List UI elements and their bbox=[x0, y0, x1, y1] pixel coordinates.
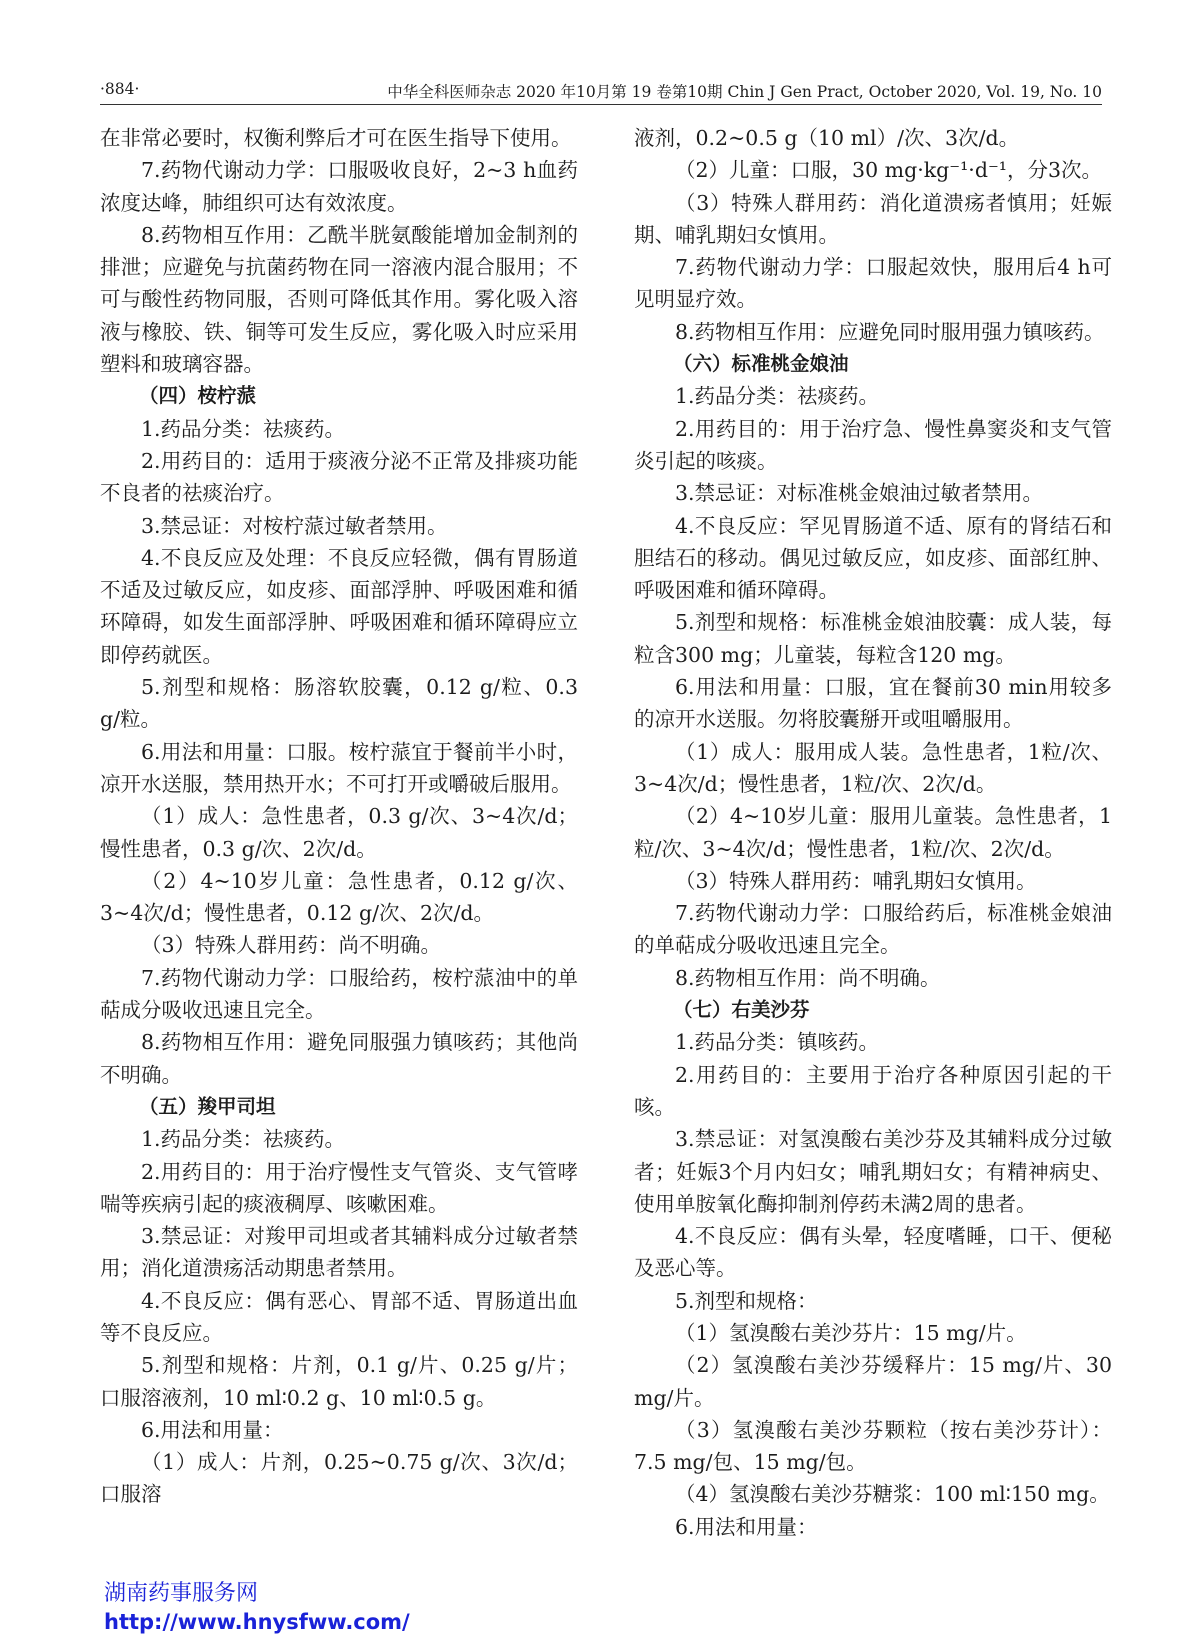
watermark-site-name: 湖南药事服务网 bbox=[104, 1581, 259, 1606]
left-column bbox=[100, 122, 578, 1511]
paragraph: 7.药物代谢动力学：口服吸收良好，2~3 h血药浓度达峰，肺组织可达有效浓度。 bbox=[100, 158, 578, 215]
section-heading: （七）右美沙芬 bbox=[673, 998, 810, 1022]
paragraph: 液剂，0.2~0.5 g（10 ml）/次、3次/d。 bbox=[634, 126, 1020, 150]
paragraph: 7.药物代谢动力学：口服给药后，标准桃金娘油的单萜成分吸收迅速且完全。 bbox=[634, 901, 1112, 958]
watermark bbox=[104, 1580, 410, 1636]
section-heading: （四）桉柠蒎 bbox=[139, 384, 257, 408]
paragraph: 6.用法和用量： bbox=[141, 1417, 284, 1442]
paragraph: （2）4~10岁儿童：急性患者，0.12 g/次、3~4次/d；慢性患者，0.12 g/次、2次/d。 bbox=[100, 868, 578, 926]
paragraph: 4.不良反应及处理：不良反应轻微，偶有胃肠道不适及过敏反应，如皮疹、面部浮肿、呼吸困难和循环障碍，如发生面部浮肿、呼吸困难和循环障碍应立即停药就医。 bbox=[100, 545, 578, 667]
paragraph: 3.禁忌证：对标准桃金娘油过敏者禁用。 bbox=[675, 481, 1044, 506]
right-column bbox=[634, 122, 1112, 1543]
paragraph: 8.药物相互作用：乙酰半胱氨酸能增加金制剂的排泄；应避免与抗菌药物在同一溶液内混合服用；不可与酸性药物同服，否则可降低其作用。雾化吸入溶液与橡胶、铁、铜等可发生反应，雾化吸入时应采用塑料和玻璃容器。 bbox=[100, 222, 578, 377]
running-header bbox=[100, 74, 1102, 105]
paragraph: （1）成人：片剂，0.25~0.75 g/次、3次/d；口服溶 bbox=[100, 1450, 578, 1507]
paragraph: 1.药品分类：祛痰药。 bbox=[675, 384, 880, 409]
paragraph: 6.用法和用量： bbox=[675, 1514, 818, 1539]
journal-citation: 中华全科医师杂志 2020 年10月第 19 卷第10期 Chin J Gen Pract, October 2020, Vol. 19, No. 10 bbox=[387, 83, 1102, 101]
paragraph: （4）氢溴酸右美沙芬糖浆：100 ml∶150 mg。 bbox=[675, 1482, 1110, 1507]
section-heading: （六）标准桃金娘油 bbox=[673, 352, 849, 376]
paragraph: 4.不良反应：偶有头晕，轻度嗜睡，口干、便秘及恶心等。 bbox=[634, 1224, 1112, 1281]
page-number: ·884· bbox=[100, 80, 140, 98]
paragraph: 1.药品分类：祛痰药。 bbox=[141, 416, 346, 441]
paragraph: 2.用药目的：用于治疗慢性支气管炎、支气管哮喘等疾病引起的痰液稠厚、咳嗽困难。 bbox=[100, 1159, 578, 1216]
paragraph: （2）4~10岁儿童：服用儿童装。急性患者，1粒/次、3~4次/d；慢性患者，1粒/次、2次/d。 bbox=[634, 804, 1112, 861]
paragraph: 1.药品分类：祛痰药。 bbox=[141, 1127, 346, 1152]
paragraph: （3）特殊人群用药：消化道溃疡者慎用；妊娠期、哺乳期妇女慎用。 bbox=[634, 190, 1112, 247]
paragraph: 6.用法和用量：口服。桉柠蒎宜于餐前半小时，凉开水送服，禁用热开水；不可打开或嚼破后服用。 bbox=[100, 739, 578, 796]
paragraph: 4.不良反应：罕见胃肠道不适、原有的肾结石和胆结石的移动。偶见过敏反应，如皮疹、面部红肿、呼吸困难和循环障碍。 bbox=[634, 513, 1112, 603]
paragraph: 3.禁忌证：对桉柠蒎过敏者禁用。 bbox=[141, 513, 448, 538]
paragraph: 1.药品分类：镇咳药。 bbox=[675, 1030, 880, 1055]
paragraph: （1）成人：服用成人装。急性患者，1粒/次、3~4次/d；慢性患者，1粒/次、2次/d。 bbox=[634, 739, 1112, 796]
paragraph: 2.用药目的：用于治疗急、慢性鼻窦炎和支气管炎引起的咳痰。 bbox=[634, 416, 1112, 473]
paragraph: 5.剂型和规格： bbox=[675, 1288, 818, 1313]
paragraph: 5.剂型和规格：标准桃金娘油胶囊：成人装，每粒含300 mg；儿童装，每粒含120 mg。 bbox=[634, 610, 1112, 667]
paragraph: 5.剂型和规格：片剂，0.1 g/片、0.25 g/片；口服溶液剂，10 ml∶0.2 g、10 ml∶0.5 g。 bbox=[100, 1353, 578, 1410]
paragraph: 3.禁忌证：对羧甲司坦或者其辅料成分过敏者禁用；消化道溃疡活动期患者禁用。 bbox=[100, 1224, 578, 1281]
paragraph: 2.用药目的：适用于痰液分泌不正常及排痰功能不良者的祛痰治疗。 bbox=[100, 448, 578, 506]
paragraph: 2.用药目的：主要用于治疗各种原因引起的干咳。 bbox=[634, 1062, 1112, 1119]
paragraph: 6.用法和用量：口服，宜在餐前30 min用较多的凉开水送服。勿将胶囊掰开或咀嚼服用。 bbox=[634, 675, 1112, 732]
watermark-url: http://www.hnysfww.com/ bbox=[104, 1610, 410, 1634]
paragraph: 在非常必要时，权衡利弊后才可在医生指导下使用。 bbox=[100, 126, 572, 150]
paragraph: （2）氢溴酸右美沙芬缓释片：15 mg/片、30 mg/片。 bbox=[634, 1353, 1112, 1410]
paragraph: 7.药物代谢动力学：口服起效快，服用后4 h可见明显疗效。 bbox=[634, 255, 1112, 312]
paragraph: 3.禁忌证：对氢溴酸右美沙芬及其辅料成分过敏者；妊娠3个月内妇女；哺乳期妇女；有精神病史、使用单胺氧化酶抑制剂停药未满2周的患者。 bbox=[634, 1127, 1112, 1216]
paragraph: （1）成人：急性患者，0.3 g/次、3~4次/d；慢性患者，0.3 g/次、2次/d。 bbox=[100, 804, 578, 861]
section-heading: （五）羧甲司坦 bbox=[139, 1094, 276, 1118]
paragraph: （3）氢溴酸右美沙芬颗粒（按右美沙芬计）：7.5 mg/包、15 mg/包。 bbox=[634, 1417, 1112, 1475]
paragraph: 8.药物相互作用：尚不明确。 bbox=[675, 965, 941, 990]
paragraph: （2）儿童：口服，30 mg·kg⁻¹·d⁻¹，分3次。 bbox=[675, 158, 1103, 183]
paragraph: （1）氢溴酸右美沙芬片：15 mg/片。 bbox=[675, 1320, 1027, 1345]
paragraph: （3）特殊人群用药：哺乳期妇女慎用。 bbox=[675, 868, 1037, 893]
paragraph: 8.药物相互作用：应避免同时服用强力镇咳药。 bbox=[675, 319, 1105, 344]
paragraph: 4.不良反应：偶有恶心、胃部不适、胃肠道出血等不良反应。 bbox=[100, 1288, 578, 1345]
paragraph: 5.剂型和规格：肠溶软胶囊，0.12 g/粒、0.3 g/粒。 bbox=[100, 675, 578, 732]
paragraph: 8.药物相互作用：避免同服强力镇咳药；其他尚不明确。 bbox=[100, 1030, 578, 1087]
paragraph: （3）特殊人群用药：尚不明确。 bbox=[141, 933, 442, 958]
paragraph: 7.药物代谢动力学：口服给药，桉柠蒎油中的单萜成分吸收迅速且完全。 bbox=[100, 965, 578, 1023]
